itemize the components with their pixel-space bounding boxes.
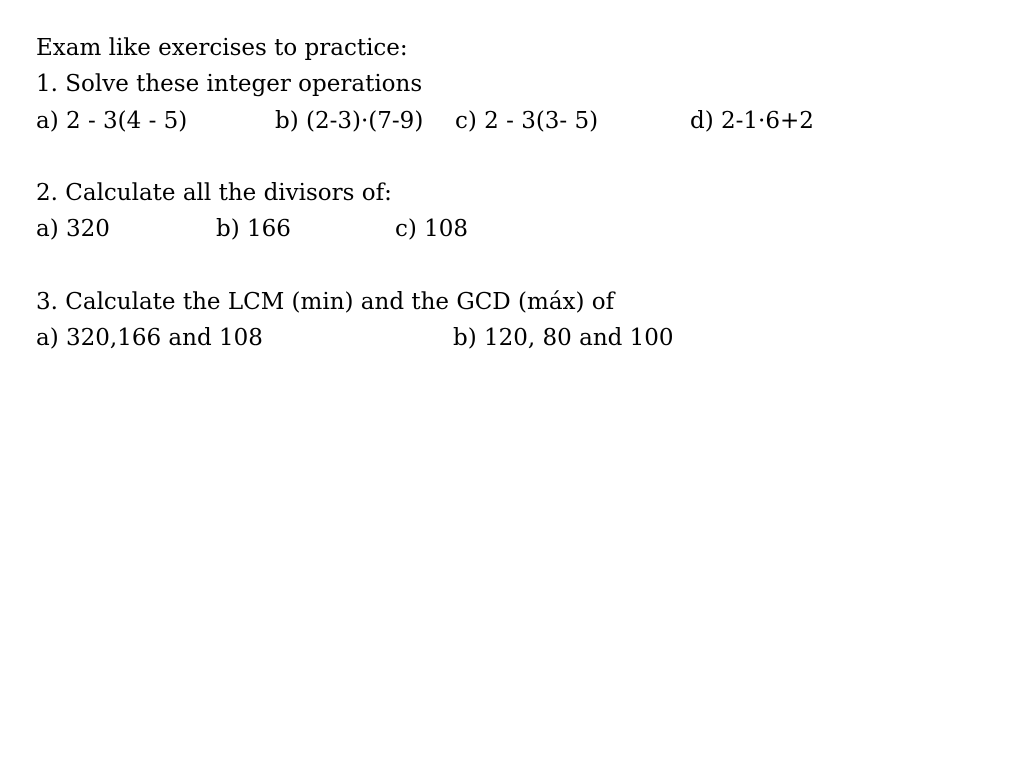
question-2-item-b: b) 166 [216,216,291,242]
question-2-item-a: a) 320 [36,216,110,242]
question-1-heading: 1. Solve these integer operations [36,71,423,97]
question-1-item-c: c) 2 - 3(3- 5) [455,108,599,134]
question-3-item-a: a) 320,166 and 108 [36,325,263,351]
question-1-item-b: b) (2-3)·(7-9) [275,108,424,134]
question-2-item-c: c) 108 [395,216,469,242]
question-3-item-b: b) 120, 80 and 100 [453,325,674,351]
question-2-heading: 2. Calculate all the divisors of: [36,180,392,206]
question-1-item-a: a) 2 - 3(4 - 5) [36,108,188,134]
question-3-heading: 3. Calculate the LCM (min) and the GCD (máx) of [36,289,615,315]
question-1-item-d: d) 2-1·6+2 [690,108,814,134]
worksheet-title: Exam like exercises to practice: [36,35,408,61]
